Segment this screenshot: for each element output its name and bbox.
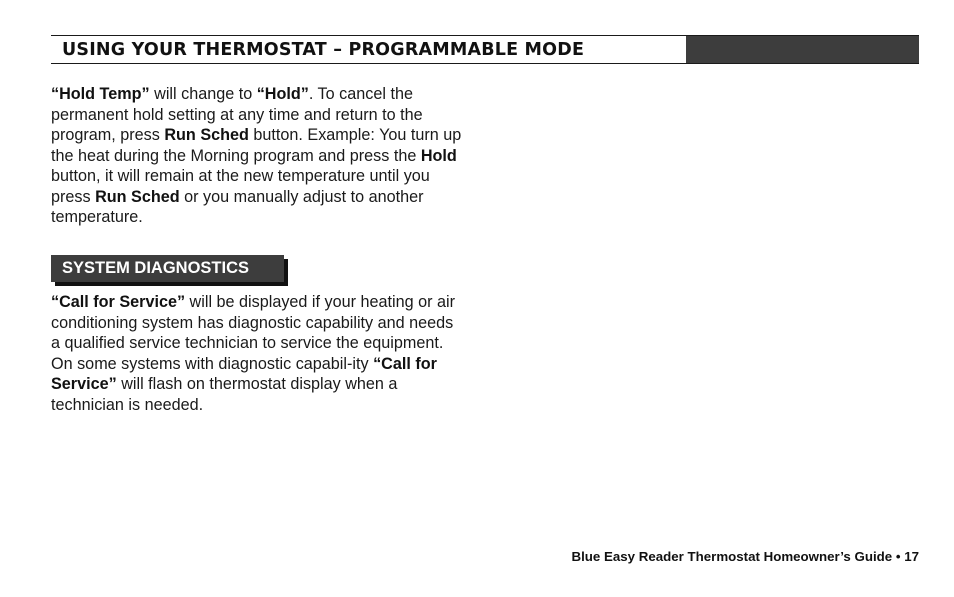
diagnostics-text: will flash on thermostat display when a technician is needed.: [51, 375, 398, 414]
call-for-service-term: “Call for Service”: [51, 354, 437, 393]
page-footer: Blue Easy Reader Thermostat Homeowner’s Guide • 17: [571, 549, 919, 564]
hold-text: . To cancel the permanent hold setting at any time and return to the program, press: [51, 85, 423, 144]
hold-text: button. Example: You turn up the heat during the Morning program and press the: [51, 126, 462, 165]
hold-text: button, it will remain at the new temperature until you press: [51, 167, 430, 206]
header-decorative-fill: [686, 36, 919, 63]
call-for-service-term: “Call for Service”: [51, 293, 186, 311]
hold-text: or you manually adjust to another temperature.: [51, 187, 424, 226]
diagnostics-text: will be displayed if your heating or air conditioning system has diagnostic capability and needs a qualified service technician to service the equipment. On some systems with diagnostic capabil-ity: [51, 293, 455, 373]
hold-term: “Hold”: [256, 85, 309, 103]
hold-button-term: Hold: [420, 146, 457, 165]
section-heading-tab: [51, 255, 284, 282]
hold-text: will change to: [149, 85, 257, 103]
hold-temp-term: “Hold Temp”: [51, 85, 150, 103]
run-sched-term: Run Sched: [164, 126, 249, 144]
section-heading: SYSTEM DIAGNOSTICS: [62, 259, 250, 277]
hold-paragraph: [51, 84, 466, 228]
section-header-bar: [51, 35, 919, 64]
diagnostics-paragraph: [51, 292, 466, 415]
run-sched-term: Run Sched: [95, 187, 180, 206]
page-title: USING YOUR THERMOSTAT – PROGRAMMABLE MODE: [62, 40, 585, 60]
